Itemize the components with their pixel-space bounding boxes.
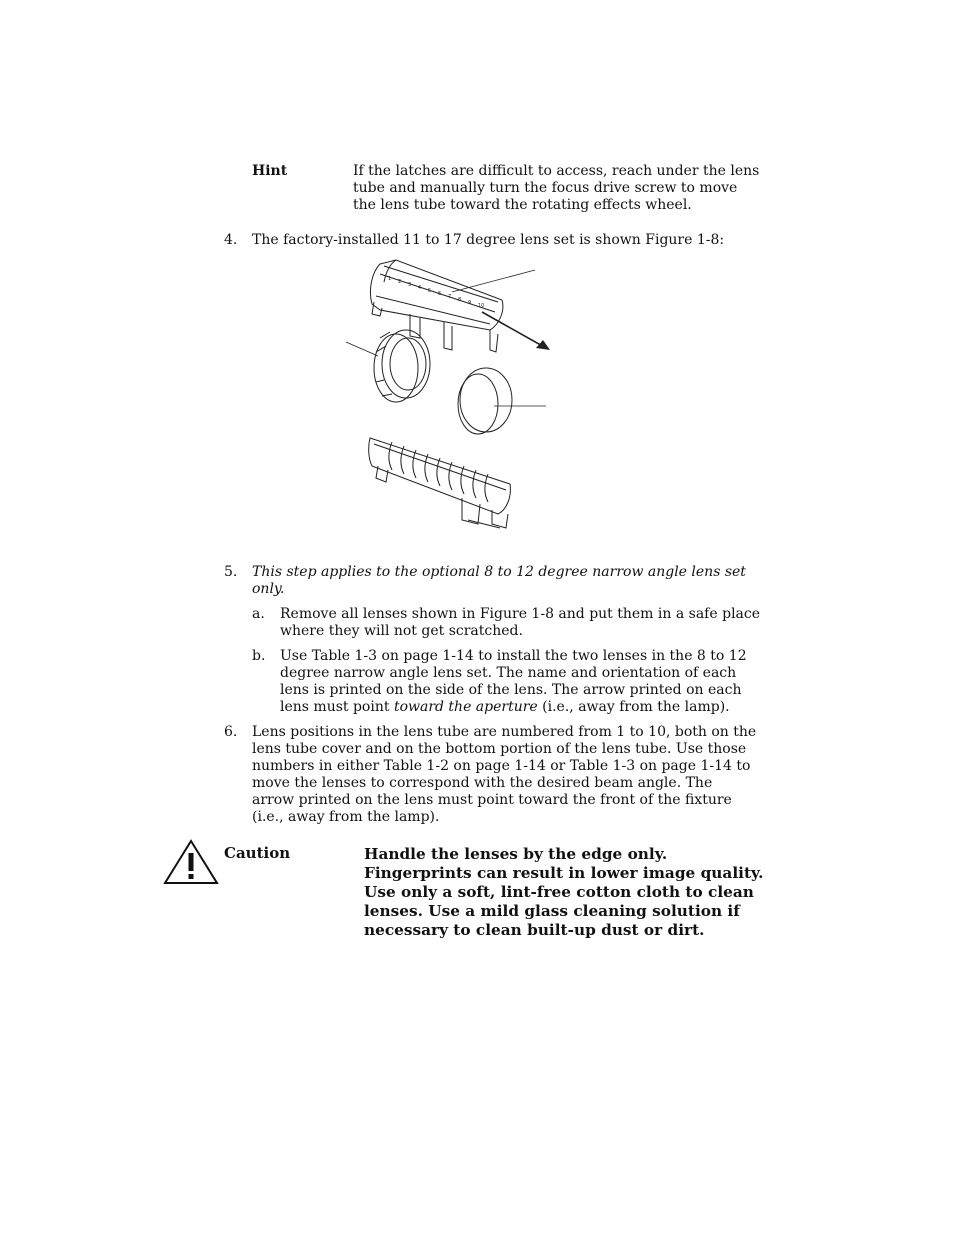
scale-number: 6 <box>438 291 442 297</box>
scale-number: 7 <box>448 294 452 300</box>
scale-number: 3 <box>408 282 412 288</box>
lens-disc <box>458 368 512 434</box>
step-5b-letter: b. <box>252 648 266 664</box>
step-5a-letter: a. <box>252 606 265 622</box>
hint-label: Hint <box>252 163 288 179</box>
step-5-number: 5. <box>224 564 238 580</box>
step-5a-text: Remove all lenses shown in Figure 1-8 and put them in a safe place where they will not get scratched. <box>280 606 761 639</box>
step-5b-text <box>280 648 758 716</box>
scale-number: 10 <box>478 303 485 309</box>
step-5b-text-start: Use Table 1-3 on page 1-14 to install the two lenses in the 8 to 12 degree narrow angle lens set. The name and orientation of each lens is printed on the side of the lens. The arrow printed on each lens must point <box>280 648 747 715</box>
scale-number: 2 <box>398 279 402 285</box>
warning-triangle-icon <box>162 838 220 886</box>
step-5-text <box>252 564 752 598</box>
scale-number: 4 <box>418 285 422 291</box>
lens-tube-figure <box>340 252 560 532</box>
scale-number: 8 <box>458 297 462 303</box>
step-5b-text-end: (i.e., away from the lamp). <box>537 699 730 715</box>
lens-tube-bottom <box>369 438 511 528</box>
step-4-number: 4. <box>224 232 238 248</box>
hint-text: If the latches are difficult to access, reach under the lens tube and manually turn the focus drive screw to move the lens tube toward the rotating effects wheel. <box>353 163 760 213</box>
step-6-text: Lens positions in the lens tube are numbered from 1 to 10, both on the lens tube cover and on the bottom portion of the lens tube. Use those numbers in either Table 1-2 on page 1-14 or Table 1-3 on page 1-14 to move the lenses to correspond with the desired beam angle. The arrow printed on the lens must point toward the front of the fixture (i.e., away from the lamp). <box>252 724 757 825</box>
step-4-text: The factory-installed 11 to 17 degree lens set is shown Figure 1-8: <box>252 232 725 248</box>
step-5-italic-text: This step applies to the optional 8 to 12 degree narrow angle lens set only. <box>252 564 746 597</box>
step-5b-emphasis: toward the aperture <box>393 699 538 715</box>
scale-number: 1 <box>388 276 392 282</box>
lens-holder-ring <box>374 330 430 402</box>
caution-label: Caution <box>224 844 291 862</box>
step-6-number: 6. <box>224 724 238 740</box>
scale-number: 5 <box>428 288 432 294</box>
caution-text: Handle the lenses by the edge only. Fingerprints can result in lower image quality. Use only a soft, lint-free cotton cloth to clean lenses. Use a mild glass cleaning solution if necessary to clean built-up dust or dirt. <box>364 845 764 939</box>
scale-number: 9 <box>468 300 472 306</box>
